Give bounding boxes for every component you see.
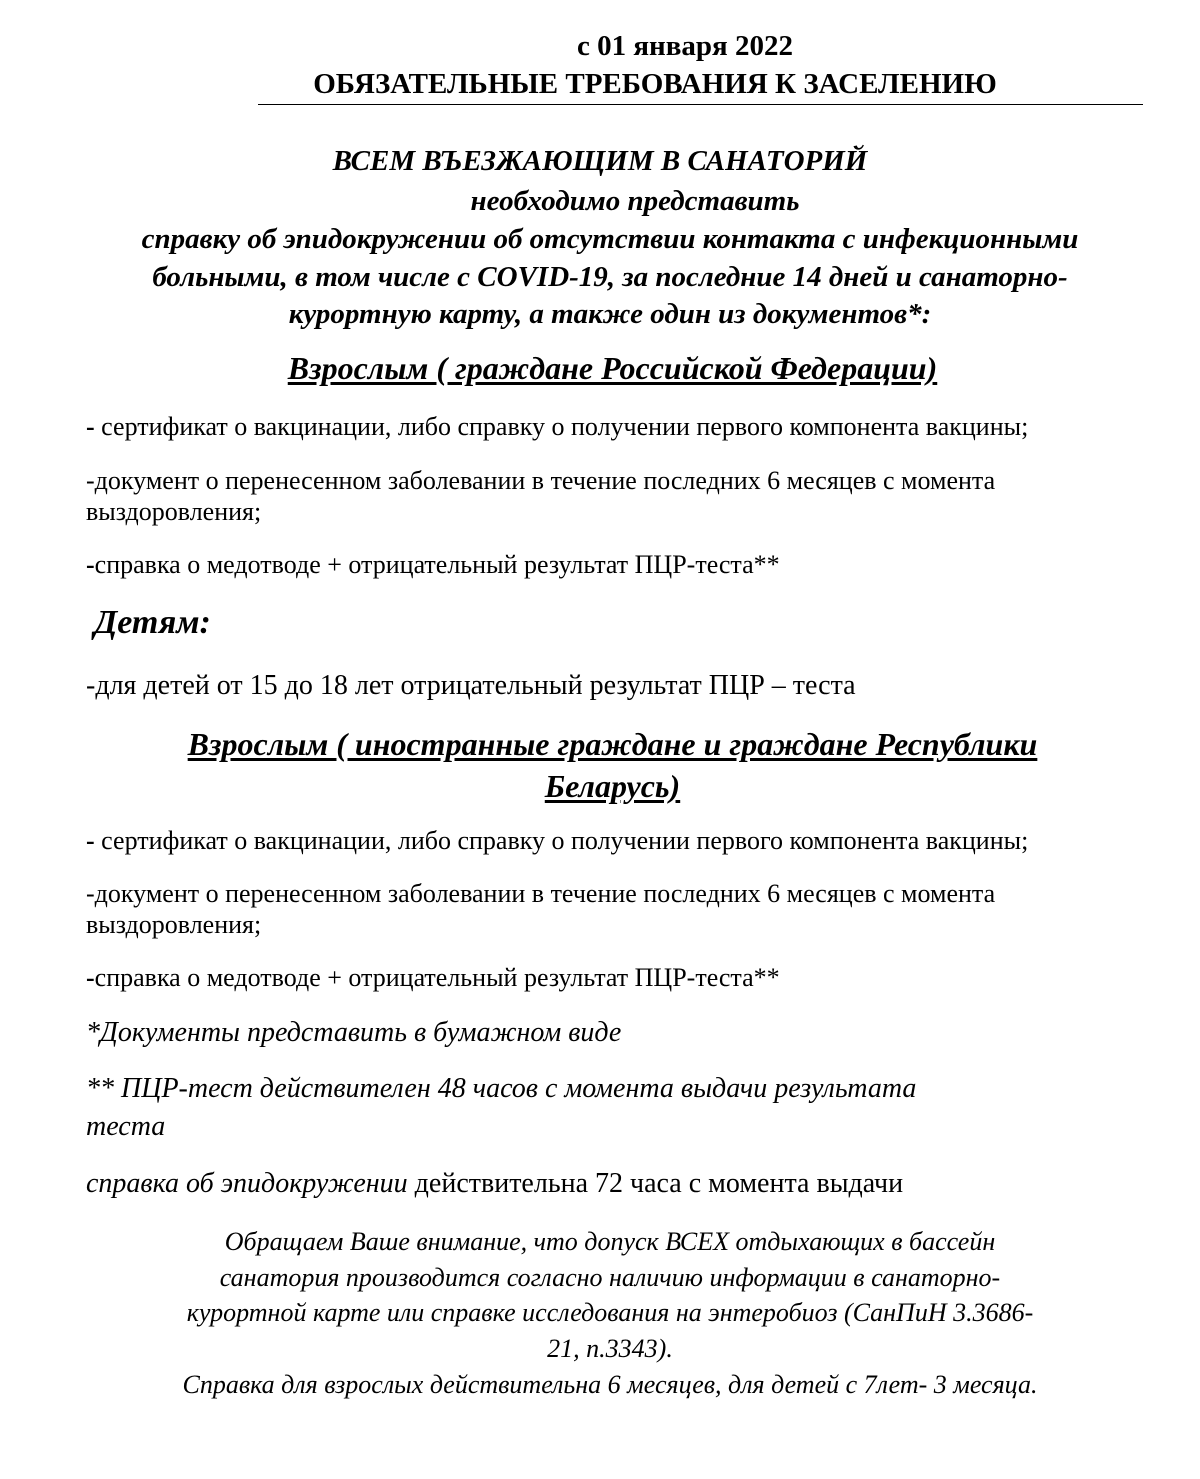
header-date: с 01 января 2022: [577, 30, 793, 62]
section-heading-adults-foreign-cont: Беларусь): [544, 768, 681, 804]
intro-line-2: необходимо представить: [470, 185, 800, 217]
section-heading-adults-rf: Взрослым ( граждане Российской Федерации): [287, 350, 938, 386]
attention-line-2: санатория производится согласно наличию информации в санаторно-: [219, 1263, 1001, 1292]
list-item-text: документ о перенесенном заболевании в течение последних 6 месяцев с момента: [94, 466, 996, 495]
section-heading-children: Детям:: [94, 604, 211, 641]
header-divider: [258, 104, 1143, 105]
intro-line-1: ВСЕМ ВЪЕЗЖАЮЩИМ В САНАТОРИЙ: [332, 145, 868, 177]
list-item-text: справка о медотводе + отрицательный результат ПЦР-теста**: [94, 963, 780, 992]
list-item: [86, 550, 780, 580]
list-item-text: сертификат о вакцинации, либо справку о получении первого компонента вакцины;: [94, 412, 1029, 441]
attention-line-1: Обращаем Ваше внимание, что допуск ВСЕХ отдыхающих в бассейн: [224, 1227, 996, 1256]
list-dash: -: [86, 412, 95, 441]
note-paper-documents: *Документы представить в бумажном виде: [86, 1017, 622, 1048]
intro-line-4: больными, в том числе с COVID-19, за последние 14 дней и санаторно-: [152, 261, 1068, 293]
attention-line-3: курортной карте или справке исследования на энтеробиоз (СанПиН 3.3686-: [186, 1298, 1034, 1327]
note-epid-text: действительна 72 часа с момента выдачи: [407, 1168, 904, 1199]
section-heading-adults-foreign: Взрослым ( иностранные граждане и граждане Республики: [187, 726, 1038, 762]
list-dash: -: [86, 963, 95, 992]
list-item: [86, 826, 1028, 856]
list-item-continuation: выздоровления;: [86, 497, 262, 526]
note-epid-validity: [86, 1168, 903, 1200]
children-item: -для детей от 15 до 18 лет отрицательный результат ПЦР – теста: [86, 670, 856, 701]
note-pcr-validity: ** ПЦР-тест действителен 48 часов с момента выдачи результата: [86, 1073, 917, 1104]
intro-line-5: курортную карту, а также один из документов*:: [288, 298, 932, 330]
list-item-text: сертификат о вакцинации, либо справку о получении первого компонента вакцины;: [94, 826, 1029, 855]
attention-line-4: 21, п.3343).: [547, 1334, 673, 1363]
list-item-text: документ о перенесенном заболевании в течение последних 6 месяцев с момента: [94, 879, 996, 908]
list-item: [86, 879, 995, 909]
intro-line-3: справку об эпидокружении об отсутствии контакта с инфекционными: [141, 223, 1079, 255]
document-title: ОБЯЗАТЕЛЬНЫЕ ТРЕБОВАНИЯ К ЗАСЕЛЕНИЮ: [313, 68, 997, 100]
list-dash: -: [86, 466, 95, 495]
list-dash: -: [86, 826, 95, 855]
list-item-continuation: выздоровления;: [86, 910, 262, 939]
list-dash: -: [86, 550, 95, 579]
note-epid-label: справка об эпидокружении: [86, 1168, 408, 1199]
attention-line-5: Справка для взрослых действительна 6 месяцев, для детей с 7лет- 3 месяца.: [182, 1370, 1038, 1399]
list-item-text: справка о медотводе + отрицательный результат ПЦР-теста**: [94, 550, 780, 579]
list-dash: -: [86, 879, 95, 908]
list-item: [86, 466, 995, 496]
list-item: [86, 412, 1028, 442]
note-pcr-validity-cont: теста: [86, 1111, 166, 1142]
list-item: [86, 963, 780, 993]
